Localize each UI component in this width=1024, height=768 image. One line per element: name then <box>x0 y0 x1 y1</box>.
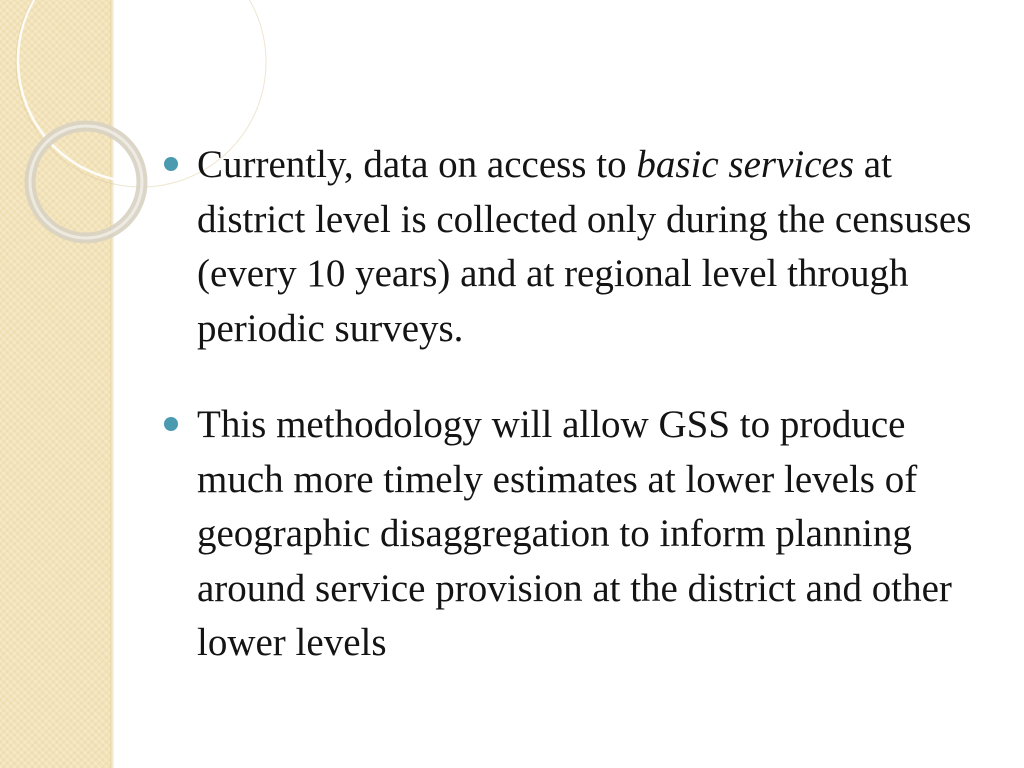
side-band-edge <box>110 0 114 768</box>
bullet-dot-icon <box>164 417 178 431</box>
bullet-text-1 <box>197 143 971 350</box>
bullet-dot-icon <box>164 157 178 171</box>
bullet-item-1 <box>160 138 990 356</box>
bullet-1-text-end: at district level is collected only during the censuses (every 10 years) and at regional level through periodic surveys. <box>197 143 972 350</box>
decorative-side-band <box>0 0 110 768</box>
bullet-text-2: This methodology will allow GSS to produce much more timely estimates at lower levels of geographic disaggregation to inform planning around service provision at the district and other lower levels <box>197 403 952 664</box>
bullet-1-text-start: Currently, data on access to <box>197 143 637 186</box>
slide-body <box>160 138 990 713</box>
bullet-item-2 <box>160 398 990 671</box>
bullet-1-emphasis: basic services <box>636 143 855 186</box>
